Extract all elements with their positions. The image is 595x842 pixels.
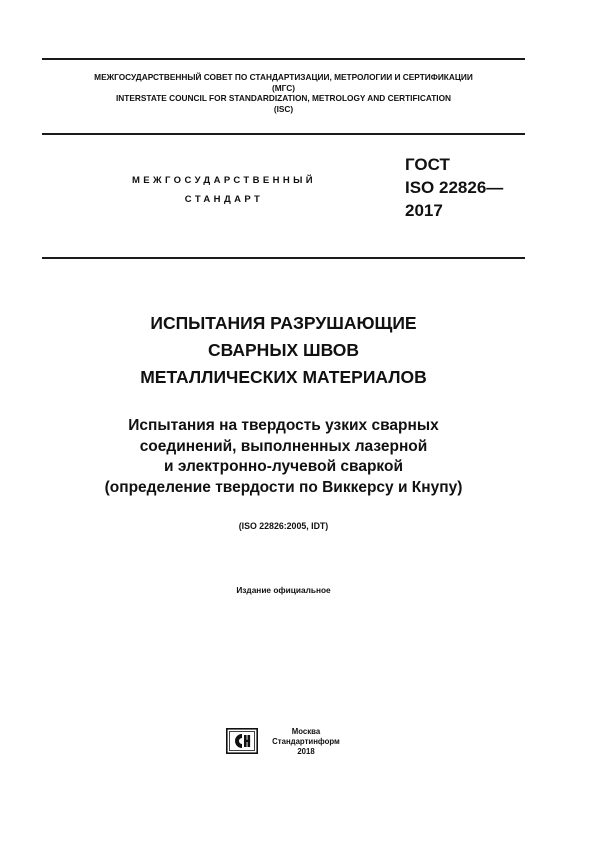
gost-designation-line1: ГОСТ: [405, 155, 450, 174]
council-name-ru: МЕЖГОСУДАРСТВЕННЫЙ СОВЕТ ПО СТАНДАРТИЗАЦИИ, МЕТРОЛОГИИ И СЕРТИФИКАЦИИ: [94, 72, 473, 82]
gost-designation-line3: 2017: [405, 201, 443, 220]
header-bottom-rule: [42, 257, 525, 259]
standard-type-label: [100, 171, 348, 209]
edition-label: Издание официальное: [236, 585, 331, 595]
publisher-block: [268, 727, 344, 757]
title-line2: СВАРНЫХ ШВОВ: [207, 340, 360, 360]
document-title: [42, 310, 525, 391]
council-header: [42, 72, 525, 114]
top-rule: [42, 58, 525, 60]
title-line3: МЕТАЛЛИЧЕСКИХ МАТЕРИАЛОВ: [140, 367, 427, 387]
council-abbr-ru: (МГС): [271, 82, 296, 93]
council-name-en: INTERSTATE COUNCIL FOR STANDARDIZATION, METROLOGY AND CERTIFICATION: [115, 93, 452, 103]
standard-type-line1: МЕЖГОСУДАРСТВЕННЫЙ: [131, 175, 317, 186]
subtitle-line3: и электронно-лучевой сваркой: [163, 458, 403, 475]
gost-designation: [405, 153, 503, 222]
subtitle-line4: (определение твердости по Виккерсу и Кнупу): [104, 478, 463, 496]
council-divider: [42, 133, 525, 135]
subtitle-line1: Испытания на твердость узких сварных: [128, 417, 439, 434]
subtitle-line2: соединений, выполненных лазерной: [139, 437, 428, 455]
council-abbr-en: (ISC): [273, 103, 294, 114]
title-line1: ИСПЫТАНИЯ РАЗРУШАЮЩИЕ: [150, 313, 417, 333]
publisher-city: Москва: [291, 727, 321, 736]
publisher-name: Стандартинформ: [272, 737, 340, 746]
gost-designation-line2: ISO 22826—: [405, 178, 504, 197]
standartinform-logo-icon: [226, 728, 258, 754]
iso-reference: (ISO 22826:2005, IDT): [238, 521, 329, 531]
document-subtitle: [42, 416, 525, 498]
standard-type-line2: СТАНДАРТ: [184, 194, 264, 205]
publisher-year: 2018: [297, 747, 315, 756]
